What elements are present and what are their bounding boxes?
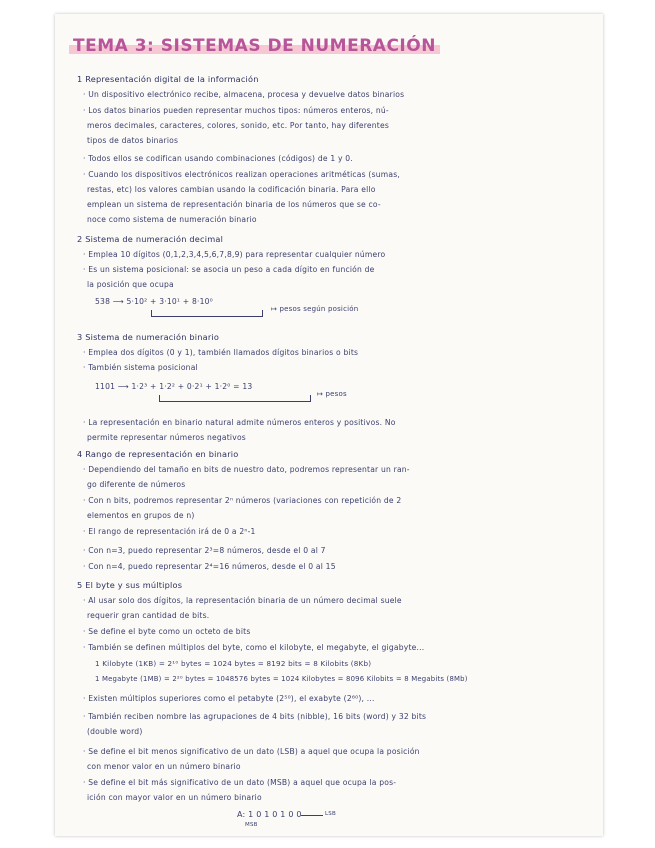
note-line: · Cuando los dispositivos electrónicos realizan operaciones aritméticas (sumas, <box>83 170 400 179</box>
page-title: TEMA 3: SISTEMAS DE NUMERACIÓN <box>69 36 440 56</box>
arrow-icon: ↦ <box>317 390 326 398</box>
binary-expression: 1·2³ + 1·2² + 0·2¹ + 1·2⁰ = 13 <box>131 382 253 391</box>
decimal-example <box>95 297 213 306</box>
note-line: tipos de datos binarios <box>87 136 179 145</box>
note-line: · Dependiendo del tamaño en bits de nuestro dato, podremos representar un ran- <box>83 465 410 474</box>
note-line: · También sistema posicional <box>83 363 198 372</box>
arrow-icon: ⟶ <box>117 382 129 391</box>
arrow-icon: ⟶ <box>112 297 124 306</box>
section-heading: 5 El byte y sus múltiplos <box>77 580 183 590</box>
binary-example <box>95 382 252 391</box>
note-line: restas, etc) los valores cambian usando la codificación binaria. Para ello <box>87 185 376 194</box>
note-line: · Emplea dos dígitos (0 y 1), también llamados dígitos binarios o bits <box>83 348 359 357</box>
msb-label: MSB <box>245 822 258 828</box>
note-line: · El rango de representación irá de 0 a 2ⁿ-1 <box>83 527 256 536</box>
note-line: · La representación en binario natural admite números enteros y positivos. No <box>83 418 396 427</box>
note-line: · También se definen múltiplos del byte, como el kilobyte, el megabyte, el gigabyte... <box>83 643 425 652</box>
note-line: (double word) <box>87 727 143 736</box>
note-line: 1 Megabyte (1MB) = 2²⁰ bytes = 1048576 bytes = 1024 Kilobytes = 8096 Kilobits = 8 Megabits (8Mb) <box>95 675 468 683</box>
note-line: 1 Kilobyte (1KB) = 2¹⁰ bytes = 1024 bytes = 8192 bits = 8 Kilobits (8Kb) <box>95 659 372 668</box>
note-line: · Se define el bit más significativo de un dato (MSB) a aquel que ocupa la pos- <box>83 778 397 787</box>
note-line: la posición que ocupa <box>87 280 174 289</box>
note-line: requerir gran cantidad de bits. <box>87 611 210 620</box>
note-line: · Es un sistema posicional: se asocia un peso a cada dígito en función de <box>83 265 375 274</box>
note-line: noce como sistema de numeración binario <box>87 215 257 224</box>
note-line: con menor valor en un número binario <box>87 762 241 771</box>
note-line: · Con n=4, puedo representar 2⁴=16 números, desde el 0 al 15 <box>83 562 336 571</box>
weight-brace <box>159 395 311 402</box>
section-heading: 1 Representación digital de la información <box>77 74 259 84</box>
note-line: · Con n bits, podremos representar 2ⁿ números (variaciones con repetición de 2 <box>83 496 402 505</box>
weight-brace <box>151 310 263 317</box>
section-heading: 4 Rango de representación en binario <box>77 449 239 459</box>
notebook-page <box>55 14 603 836</box>
note-line: · Se define el bit menos significativo de un dato (LSB) a aquel que ocupa la posición <box>83 747 420 756</box>
note-line: · Con n=3, puedo representar 2³=8 números, desde el 0 al 7 <box>83 546 326 555</box>
note-line: ición con mayor valor en un número binario <box>87 793 262 802</box>
note-line: · También reciben nombre las agrupaciones de 4 bits (nibble), 16 bits (word) y 32 bits <box>83 712 427 721</box>
binary-note: ↦ pesos <box>317 390 347 398</box>
note-line: permite representar números negativos <box>87 433 246 442</box>
note-line: · Se define el byte como un octeto de bits <box>83 627 251 636</box>
lsb-pointer <box>301 815 323 816</box>
note-line: · Existen múltiplos superiores como el petabyte (2⁵⁰), el exabyte (2⁶⁰), ... <box>83 694 375 703</box>
note-line: · Todos ellos se codifican usando combinaciones (códigos) de 1 y 0. <box>83 154 353 163</box>
decimal-number: 538 <box>95 297 111 306</box>
decimal-expression: 5·10² + 3·10¹ + 8·10⁰ <box>126 297 213 306</box>
arrow-icon: ↦ <box>271 305 280 313</box>
note-line: emplean un sistema de representación binaria de los números que se co- <box>87 200 381 209</box>
note-line: go diferente de números <box>87 480 186 489</box>
note-line: meros decimales, caracteres, colores, sonido, etc. Por tanto, hay diferentes <box>87 121 390 130</box>
section-heading: 3 Sistema de numeración binario <box>77 332 220 342</box>
lsb-label: LSB <box>325 811 336 817</box>
note-line: · Emplea 10 dígitos (0,1,2,3,4,5,6,7,8,9) para representar cualquier número <box>83 250 386 259</box>
decimal-note: ↦ pesos según posición <box>271 305 359 313</box>
bit-example: A: 1 0 1 0 1 0 0 <box>237 810 302 819</box>
section-heading: 2 Sistema de numeración decimal <box>77 234 224 244</box>
note-line: · Un dispositivo electrónico recibe, almacena, procesa y devuelve datos binarios <box>83 90 405 99</box>
note-line: elementos en grupos de n) <box>87 511 195 520</box>
binary-number: 1101 <box>95 382 116 391</box>
note-line: · Al usar solo dos dígitos, la representación binaria de un número decimal suele <box>83 596 402 605</box>
note-line: · Los datos binarios pueden representar muchos tipos: números enteros, nú- <box>83 106 389 115</box>
